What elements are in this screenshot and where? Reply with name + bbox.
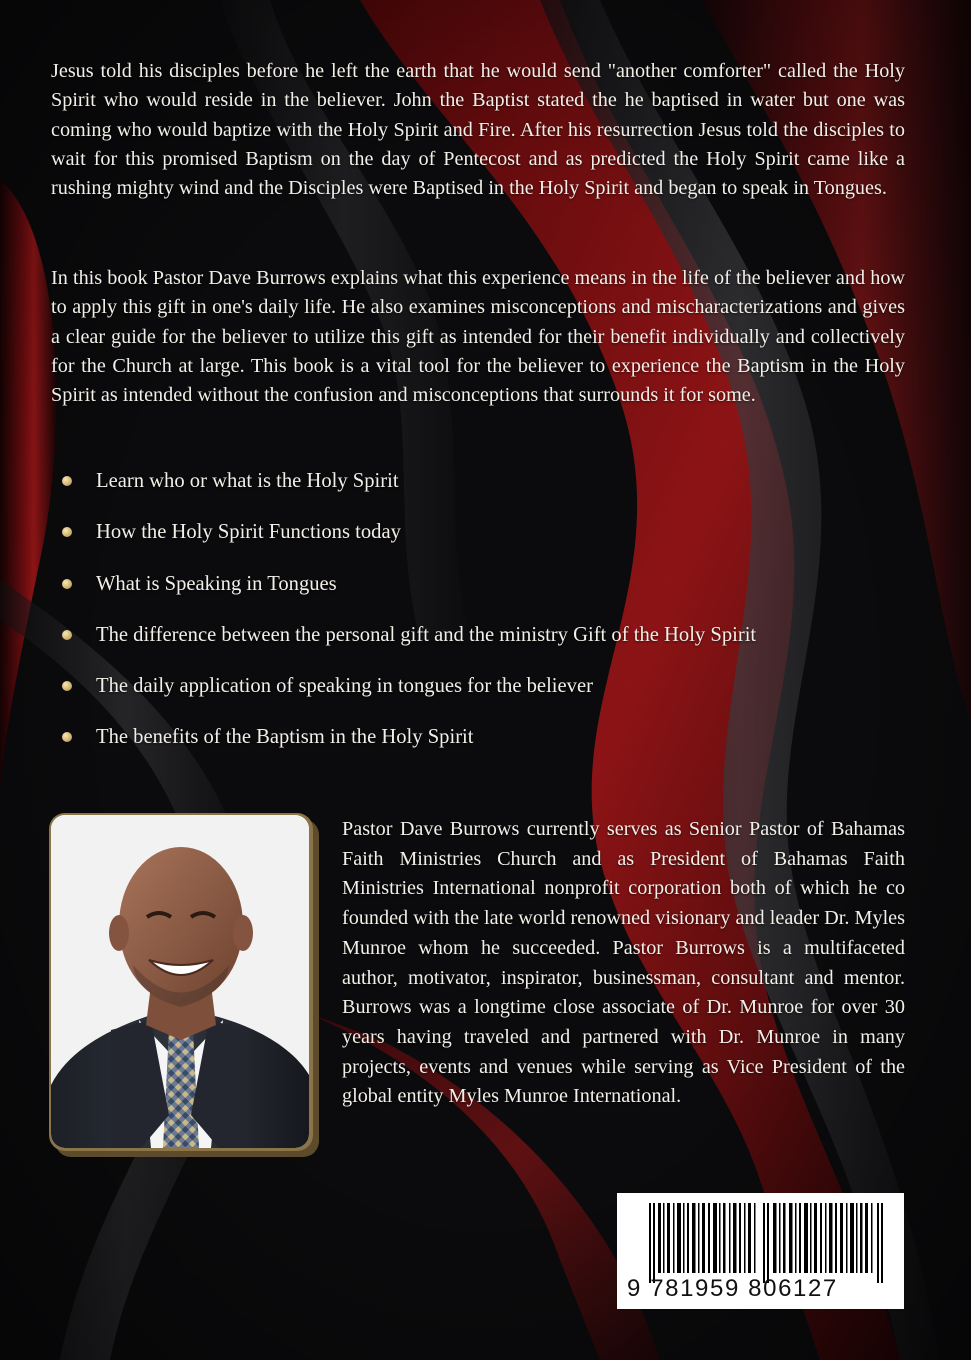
isbn-number: 9 781959 806127: [627, 1275, 838, 1302]
list-item: [60, 621, 920, 672]
list-item: [60, 467, 920, 518]
list-item-text: What is Speaking in Tongues: [96, 572, 337, 595]
bullet-dot-icon: [62, 630, 72, 640]
list-item-text: The benefits of the Baptism in the Holy Spirit: [96, 726, 474, 749]
book-description-paragraph: In this book Pastor Dave Burrows explains what this experience means in the life of the believer and how to apply this gift in one's daily life. He also examines misconceptions and mischaracterizations and gives a clear guide for the believer to utilize this gift as intended for their benefit individually and collectively for the Church at large. This book is a vital tool for the believer to experience the Baptism in the Holy Spirit as intended without the confusion and misconceptions that surrounds it for some.: [51, 267, 905, 407]
list-item: [60, 518, 920, 569]
bullet-dot-icon: [62, 681, 72, 691]
bullet-dot-icon: [62, 476, 72, 486]
list-item-text: Learn who or what is the Holy Spirit: [96, 470, 399, 492]
list-item: [60, 672, 920, 723]
bullet-dot-icon: [62, 579, 72, 589]
list-item: [60, 723, 920, 774]
list-item-text: How the Holy Spirit Functions today: [96, 521, 401, 544]
author-bio: Pastor Dave Burrows currently serves as Senior Pastor of Bahamas Faith Ministries Church and as President of Bahamas Faith Ministries International nonprofit corporation both of which he co founded with the late world renowned visionary and leader Dr. Myles Munroe whom he succeeded. Pastor Burrows is a multifaceted author, motivator, inspirator, businessman, consultant and mentor. Burrows was a longtime close associate of Dr. Munroe for over 30 years having traveled and partnered with Dr. Munroe in many projects, events and venues while serving as Vice President of the global entity Myles Munroe International.: [342, 818, 905, 1108]
synopsis-paragraph: Jesus told his disciples before he left the earth that he would send "another comforter" called the Holy Spirit who would reside in the believer. John the Baptist stated the he baptised in water but one was coming who would baptize with the Holy Spirit and Fire. After his resurrection Jesus told the disciples to wait for this promised Baptism on the day of Pentecost and as predicted the Holy Spirit came like a rushing mighty wind and the Disciples were Baptised in the Holy Spirit and began to speak in Tongues.: [51, 60, 905, 200]
list-item-text: The difference between the personal gift and the ministry Gift of the Holy Spirit: [96, 623, 757, 646]
bullet-dot-icon: [62, 732, 72, 742]
feature-list: [60, 467, 920, 775]
barcode-bars: [649, 1203, 889, 1283]
list-item: [60, 570, 920, 621]
bullet-dot-icon: [62, 527, 72, 537]
author-photo: [51, 815, 309, 1148]
list-item-text: The daily application of speaking in tongues for the believer: [96, 675, 593, 698]
isbn-barcode: [617, 1193, 904, 1309]
